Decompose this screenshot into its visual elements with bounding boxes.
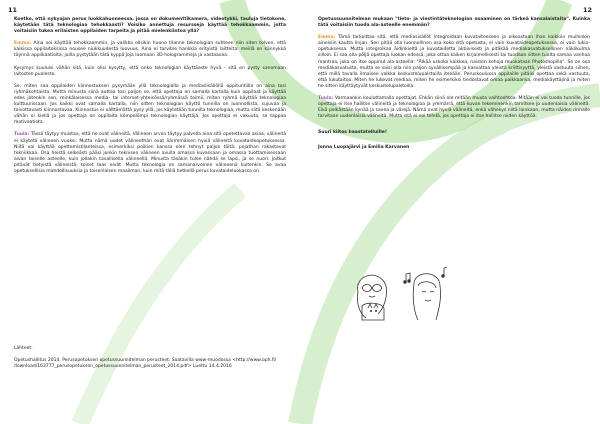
- right-column: [318, 17, 590, 151]
- emma-answer-paragraph: [14, 41, 286, 59]
- answer-paragraph: Se, miten saa oppilaiden kiinnostuksen pysymään yllä teknologialla ja mediaslisällöllä oppituntiilla on aina tosi ryhmäkohtaista. Mutta minusta siinä auttaa tosi paljon se, että opettaja on samalla kartalla kuin oppilaat ja käyttää edes jotenkin sen, minkälaisessa media- tai internet-yhteisössä/ryhmässä toimii, miten ryhmä käyttää teknologiaa kulttuurissaan. Jos kaikki ovat samalla kartalla, niin sitten teknologian käyttö tunnilla on luonnollista, sujuvaa ja toivottavasti kiinnostavaa. Kiinnostus ei välttämättä pysy yllä, jos käytetään tunnilla teknologiaa, mutta siitä keskenään vähän ei kiellä ja jos opettaja on oppilaita kömpelömpi teknologian käyttäjä. Jos opettaja ei vakuuta, se tappaa motivaatiota.: [14, 83, 286, 126]
- answer-text: Tämä tarkoittaa sitä, että mediasisällöt integroidaan kuvataiteeseen ja oikeastaan ihan kaikkiin muihinkin aineisiin kautta linjan. Sen pitää olla luonnollinen osa koko sitä opetusta, ei vain kuvataideopetuksessa, ei vain lukio-opetuksessa. Mutta integroikaa äidinkieltä ja kuvataidetta aktiivisesti ja pitäkää mediakasvatuksellinen näkökulma silloin. Ei saa olla pöljä opettaja luokan edessä, joka ottaa kaiken kirjaimellisesti tai tuodaan sitten tuolta samaa vanhaa mantraa, joka on itse oppinut ala-asteella: "Älkää uskoko kaikkea, naisten kehoja muokataan Photoshopilla". Se on osa mediakasvatusta, mutta se saisi olla niin paljon syvällisempää ja kasvattaa yleistä kriittisyyttä, yleistä vastuuta siihen, että millä tavalla ilmaisee valkka keskustelupalstoilla itseään. Peruskoulussa oppilaille pitäisi opettaa sekä vastuuta, että lukutaitoa. Miten he lukevat mediaa, miten he esimerkiksi tiedostavat omaa paikkaansa, mediakäyttäjinä ja miten he sitten käyttäytyvät keskustelupalstoilla.: [318, 35, 590, 89]
- references-section: [14, 346, 286, 370]
- thanks-note: Suuri kiitos haastatelluille!: [318, 130, 387, 136]
- interview-question: Koetko, että nykyajan perus luokkahuoneessa, jossa on dokumenttikamera, videotykki, tauluja tietokone, käytetään tätä teknologiaa tehokkaasti? Voisiko annettuja resursseja käyttää tehokkaammin, jotta voitaisiin tukea erilaisten oppilaiden tarpeita ja pitää mielenkiintoa yllä?: [14, 17, 286, 35]
- authors-line: Jonna Luopajärvi ja Emilia Karvanen: [318, 144, 410, 150]
- references-heading: Lähteet:: [14, 346, 33, 351]
- author-portrait-sketches: [340, 262, 460, 322]
- answer-paragraph: Kysymys kuuluisi vähän sitä, kuin olisi kysytty, että onko teknologian käyttäaste hyvä - sitä en pysty sanomaan laitosten puolesta.: [14, 65, 286, 77]
- page-number-left: 11: [8, 6, 18, 14]
- speaker-label-emma: Emma:: [14, 41, 32, 47]
- answer-text: Varmaankin kouluttamalla opettajat. Ehkän siinä ole mitään muuta vaihtoehtoa. Mitään ei voi tuoda tunnille, jos opettaja ei itse hallitse välineitä ja teknologiaa ja ymmärrä, että kuvan tekeminenkin tarvitsee jo uudenlaisia välineitä. Eikä pelkästään kynää ja savea ja värejä. Nämä ovat hyviä välineitä, enkä vähekys niitä lainkaan, mutta näiden rinnalle tarvitaan uudenlaisia välineitä. Mutta sitä ei voi tehdä, jos opettaja ei itse hallitse niiden käyttöä.: [318, 96, 590, 120]
- speaker-label-tuula: Tuula:: [318, 96, 334, 102]
- answer-text: Aina voi käyttää tehokkaammin, ja valikka ollsikin huono tilanne teknologian suhteen niin siten tolvon, että kaikissa oppilaitoksissa nousee niukkuudesta luovuus. Aina ei tarvitse hankkia erityistä laitteita: meillä on kännykkä täynnä appiikaatioita, joilla pystytään tätä kyppä joja luomaan 3D-hologrammeja ja vastaavaa.: [14, 41, 286, 59]
- reference-entry: Opetushallitus 2014. Perusopetuksen opetussuunnitelman perusteet. Saatavilla www-muodossa <http://www.oph.fi/: [14, 358, 277, 364]
- speaker-label-tuula: Tuula:: [14, 132, 30, 138]
- answer-text: Tässä täytyy muistaa, että ne ovat välineitä. Välineen arvon täytyy palvella aina sitä opetettavaa asiaa, välineitä ei käytetä välineen vuoksi. Mutta nämä uudet välineethän ovat äärimmäisen hyviä välineitä kuvataideopetuksessa. Niitä voi käyttää opettamistilanteissa, esimerkiksi poikien kanssa olen tehnyt paljon töitä; pojathan rakastavat tekniikkaa. Osa heistä selkeästi pääsi jonkin teknisen välineen avulla omassa kuvassaan ja omassa tuottamisessaan aivan toiselle asteelle, kuin jollakin tavallisella välineellä. Minusta täsäkin tulee nähdä se lapsi, ja se nuori. Joitkut pitävät tietyistä välineistä, toiset taas eivät. Mutta teknologia on samanarvoinen välineenä kuitenkin. Se avaa opetuksellisia mahdollisuuksia ja toisenlaisen maailman, kuin mitä tällä hetkellä perus kuvataideluokassa on.: [14, 132, 286, 174]
- speaker-label-emma: Emma:: [318, 35, 336, 41]
- tuula-answer-paragraph: [318, 96, 590, 120]
- page-number-right: 12: [582, 6, 592, 14]
- emma-answer-paragraph: [318, 35, 590, 90]
- reference-entry-continued: download/163777_perusopetuksen_opetussuunnitelman_perusteet_2014.pdf> Luettu 14.4.2016: [14, 364, 232, 370]
- tuula-answer-paragraph: [14, 132, 286, 175]
- left-column: [14, 17, 286, 181]
- interview-question: Opetussuunnitelman mukaan "tieto- ja viestintäteknologian osaaminen on tärkeä kansalaistaito". Kuinka tätä voitaisiin tuoda ala-asteelle enemmän?: [318, 17, 590, 29]
